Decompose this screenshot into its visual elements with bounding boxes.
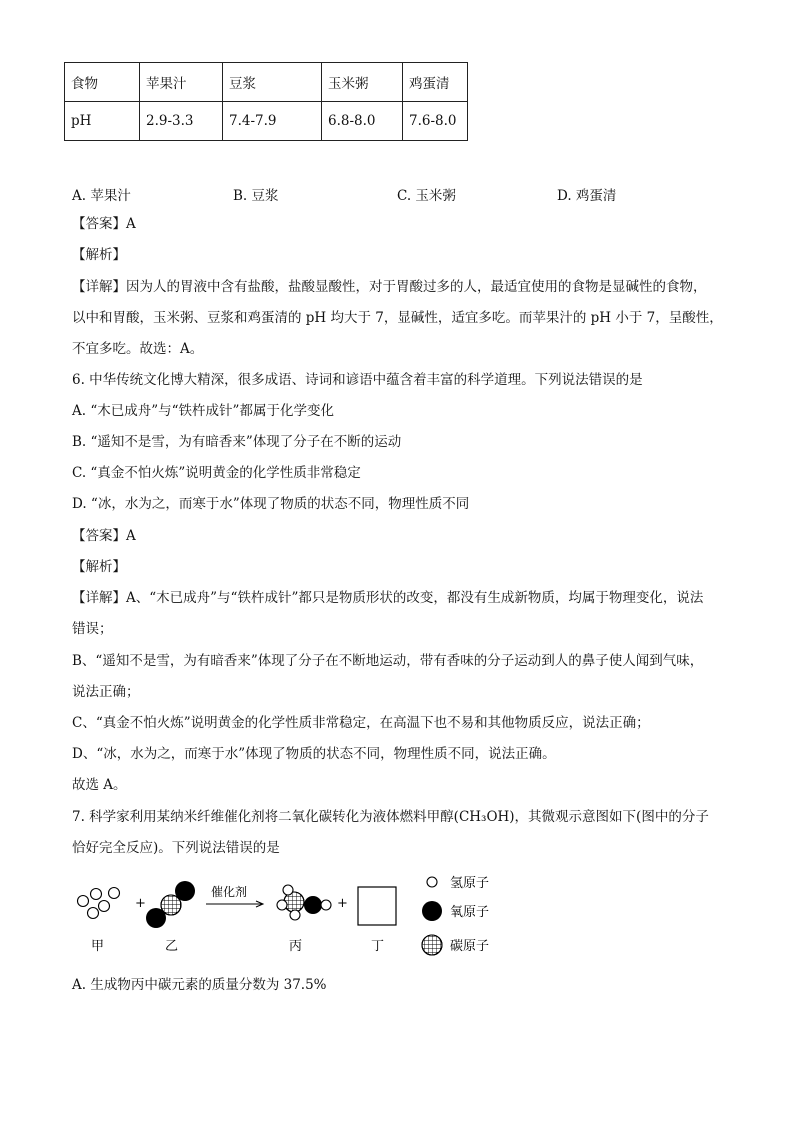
detail-line: 【详解】A、“木已成舟”与“铁杵成针”都只是物质形状的改变，都没有生成新物质，均属于物理变化，说法 (72, 590, 704, 606)
reaction-diagram (60, 868, 510, 968)
table-cell: 苹果汁 (140, 63, 223, 102)
table-cell: 玉米粥 (322, 63, 403, 102)
answer-label: 【答案】A (72, 216, 136, 232)
legend (422, 876, 489, 955)
detail-line: 故选 A。 (72, 777, 127, 793)
table-cell: 2.9-3.3 (140, 102, 223, 141)
detail-line: 【详解】因为人的胃液中含有盐酸，盐酸显酸性，对于胃酸过多的人，最适宜使用的食物是显碱性的食物， (72, 279, 707, 295)
legend-hydrogen: 氢原子 (450, 876, 490, 891)
detail-line: 错误； (72, 621, 113, 637)
catalyst-label: 催化剂 (211, 885, 248, 899)
plus-sign: + (135, 896, 146, 911)
option-a: A. 苹果汁 (72, 188, 131, 204)
analysis-label: 【解析】 (72, 247, 126, 263)
answer-label: 【答案】A (72, 528, 136, 544)
legend-oxygen: 氧原子 (450, 905, 490, 920)
option-c: C. 玉米粥 (397, 188, 456, 204)
table-cell: 7.4-7.9 (223, 102, 322, 141)
detail-line: 以中和胃酸，玉米粥、豆浆和鸡蛋清的 pH 均大于 7，显碱性，适宜多吃。而苹果汁的 pH 小于 7，呈酸性， (72, 310, 723, 326)
label-bing: 丙 (289, 939, 303, 954)
table-cell: pH (65, 102, 140, 141)
molecule-bing (277, 885, 331, 920)
table-cell: 鸡蛋清 (403, 63, 468, 102)
option-d: D. “冰，水为之，而寒于水”体现了物质的状态不同，物理性质不同 (72, 496, 470, 512)
legend-carbon: 碳原子 (450, 939, 490, 954)
detail-line: C、“真金不怕火炼”说明黄金的化学性质非常稳定，在高温下也不易和其他物质反应，说法正确； (72, 715, 650, 731)
molecule-ding-box (358, 887, 396, 925)
detail-line: 不宜多吃。故选：A。 (72, 341, 204, 357)
plus-sign: + (337, 896, 348, 911)
molecule-yi (146, 881, 195, 928)
option-c: C. “真金不怕火炼”说明黄金的化学性质非常稳定 (72, 465, 361, 481)
label-jia: 甲 (91, 939, 105, 954)
option-b: B. 豆浆 (233, 188, 279, 204)
detail-line: 说法正确； (72, 684, 140, 700)
detail-line: D、“冰，水为之，而寒于水”体现了物质的状态不同，物理性质不同，说法正确。 (72, 746, 556, 762)
question-stem: 7. 科学家利用某纳米纤维催化剂将二氧化碳转化为液体燃料甲醇(CH₃OH)，其微观示意图如下(图中的分子 (72, 809, 709, 825)
analysis-label: 【解析】 (72, 559, 126, 575)
label-ding: 丁 (371, 939, 385, 954)
table-cell: 豆浆 (223, 63, 322, 102)
table-row (65, 63, 468, 102)
option-d: D. 鸡蛋清 (557, 188, 617, 204)
table-cell: 6.8-8.0 (322, 102, 403, 141)
table-cell: 7.6-8.0 (403, 102, 468, 141)
oxygen-atom-icon (422, 901, 442, 921)
ph-table (64, 62, 468, 141)
table-cell: 食物 (65, 63, 140, 102)
question-stem: 6. 中华传统文化博大精深，很多成语、诗词和谚语中蕴含着丰富的科学道理。下列说法错误的是 (72, 372, 643, 388)
question-stem: 恰好完全反应)。下列说法错误的是 (72, 840, 280, 856)
carbon-atom-icon (422, 935, 442, 955)
label-yi: 乙 (165, 939, 179, 954)
table-row (65, 102, 468, 141)
hydrogen-atom-icon (427, 877, 437, 887)
molecule-jia (78, 888, 120, 919)
detail-line: B、“遥知不是雪，为有暗香来”体现了分子在不断地运动，带有香味的分子运动到人的鼻子使人闻到气味， (72, 653, 704, 669)
option-a: A. “木已成舟”与“铁杵成针”都属于化学变化 (72, 403, 334, 419)
option-a: A. 生成物丙中碳元素的质量分数为 37.5% (72, 977, 327, 993)
option-b: B. “遥知不是雪，为有暗香来”体现了分子在不断的运动 (72, 434, 402, 450)
